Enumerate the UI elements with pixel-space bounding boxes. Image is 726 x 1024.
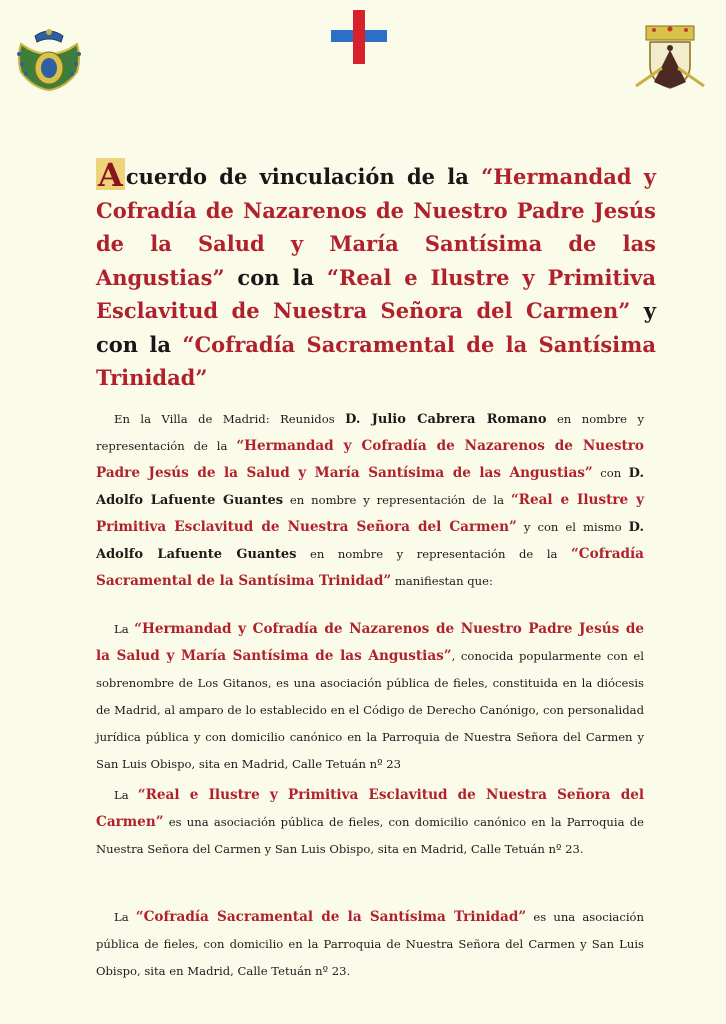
org-name: “Real e Ilustre y Primitiva Esclavitud de Nuestra Señora del Carmen” [96, 787, 645, 830]
org-name: “Real e Ilustre y Primitiva Esclavitud de Nuestra Señora del Carmen” [96, 492, 644, 535]
red-cross-icon [331, 10, 387, 64]
title-connector-2: y con la [96, 298, 656, 357]
person-name: D. Julio Cabrera Romano [345, 412, 547, 427]
person-name: D. Adolfo Lafuente Guantes [96, 520, 644, 562]
document-title [96, 158, 656, 395]
title-org-hermandad: “Hermandad y Cofradía de Nazarenos de Nuestro Padre Jesús de la Salud y María Santísima de las Angustias” [96, 164, 656, 290]
title-initial: A [98, 156, 123, 194]
paragraph-reunidos [96, 406, 644, 595]
org-name: “Hermandad y Cofradía de Nazarenos de Nuestro Padre Jesús de la Salud y María Santísima de las Angustias” [96, 621, 645, 664]
org-name: “Cofradía Sacramental de la Santísima Trinidad” [135, 909, 527, 925]
text: La [114, 622, 135, 636]
org-name: “Cofradía Sacramental de la Santísima Trinidad” [96, 546, 644, 589]
text: La [114, 788, 138, 802]
text: y con el mismo [516, 520, 629, 534]
text: en nombre y representación de la [283, 493, 511, 507]
text: manifiestan que: [391, 574, 493, 588]
text: es una asociación pública de fieles, con domicilio en la Parroquia de Nuestra Señora del Carmen y San Luis Obispo, sita en Madrid, Calle Tetuán nº 23. [96, 910, 644, 978]
paragraph-esclavitud [96, 782, 644, 863]
org-name: “Hermandad y Cofradía de Nazarenos de Nuestro Padre Jesús de la Salud y María Santísima de las Angustias” [96, 438, 644, 481]
title-org-sacramental: “Cofradía Sacramental de la Santísima Trinidad” [96, 331, 656, 390]
paragraph-hermandad [96, 616, 644, 778]
title-intro: cuerdo de vinculación de la [125, 164, 482, 189]
text: en nombre y representación de la [96, 412, 644, 453]
carmelite-shield-icon [632, 24, 708, 92]
person-name: D. Adolfo Lafuente Guantes [96, 466, 645, 508]
text: En la Villa de Madrid: Reunidos [114, 412, 346, 426]
title-org-esclavitud: “Real e Ilustre y Primitiva Esclavitud de Nuestra Señora del Carmen” [96, 264, 656, 323]
text: es una asociación pública de fieles, con domicilio canónico en la Parroquia de Nuestra Señora del Carmen y San Luis Obispo, sita en Madrid, Calle Tetuán nº 23. [96, 815, 644, 856]
hermandad-crest-icon [13, 24, 85, 92]
text: con [592, 466, 629, 480]
text: La [114, 910, 136, 924]
text: en nombre y representación de la [296, 547, 571, 561]
text: , conocida popularmente con el sobrenombre de Los Gitanos, es una asociación pública de fieles, constituida en la diócesis de Madrid, al amparo de lo establecido en el Código de Derecho Canónigo, con personalidad jurídica pública y con domicilio canónico en la Parroquia de Nuestra Señora del Carmen y San Luis Obispo, sita en Madrid, Calle Tetuán nº 23 [96, 649, 644, 771]
paragraph-sacramental [96, 904, 644, 985]
title-connector-1: con la [224, 264, 327, 290]
